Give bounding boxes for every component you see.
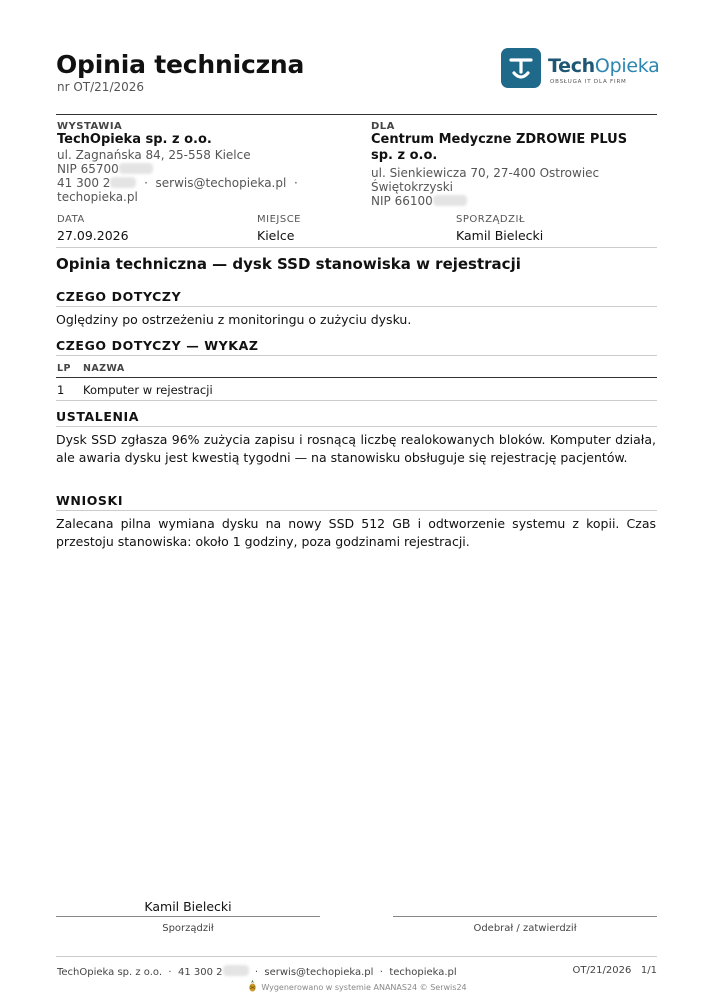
t-icon [501,48,541,88]
issuer-nip: NIP 65700 [57,162,357,176]
date-label: DATA [57,214,85,225]
generated-note: Wygenerowano w systemie ANANAS24 © Serwis24 [0,980,715,994]
issuer-email: serwis@techopieka.pl [155,176,287,190]
table-cell-name: Komputer w rejestracji [83,383,213,397]
section-heading-findings: USTALENIA [56,409,140,424]
recipient-nip: NIP 66100 [371,194,661,208]
redacted-mark [223,965,249,976]
document-subject: Opinia techniczna — dysk SSD stanowiska w rejestracji [56,255,521,273]
footer-page-info: OT/21/2026 1/1 [572,965,657,976]
signature-caption-right: Odebrał / zatwierdził [473,923,577,934]
recipient-name-line1: Centrum Medyczne ZDROWIE PLUS [371,132,628,147]
recipient-address-line2: Świętokrzyski [371,180,454,194]
section-heading-concerns: CZEGO DOTYCZY [56,289,182,304]
meta-divider [56,247,657,248]
issuer-name: TechOpieka sp. z o.o. [57,132,212,147]
author-label: SPORZĄDZIŁ [456,214,526,225]
findings-text: Dysk SSD zgłasza 96% zużycia zapisu i rosnącą liczbę realokowanych bloków. Komputer działa, ale awaria dysku jest kwestią tygodni — na stanowisku obsługuje się rejestrację pacjentów. [56,432,656,465]
redacted-mark [119,163,153,174]
section-divider [56,510,657,511]
place-label: MIEJSCE [257,214,301,225]
recipient-block [371,121,661,208]
company-logo [501,48,661,92]
header-divider [56,114,657,115]
issuer-website: techopieka.pl [57,190,138,204]
section-divider [56,426,657,427]
table-header-divider [56,377,657,378]
table-header-lp: LP [57,363,71,374]
section-divider [56,355,657,356]
section-heading-list: CZEGO DOTYCZY — WYKAZ [56,338,259,353]
signature-caption-left: Sporządził [162,923,214,934]
recipient-label: DLA [371,121,395,132]
issuer-address: ul. Zagnańska 84, 25-558 Kielce [57,148,251,162]
issuer-block [57,121,357,204]
section-divider [56,306,657,307]
footer-contact: TechOpieka sp. z o.o. · 41 300 2 · serwis@techopieka.pl · techopieka.pl [57,967,457,978]
recipient-address-line1: ul. Sienkiewicza 70, 27-400 Ostrowiec [371,166,600,180]
logo-wordmark: TechOpieka [548,55,660,77]
table-row-divider [56,400,657,401]
table-cell-lp: 1 [57,383,65,397]
signature-line-left [56,916,320,917]
recipient-name-line2: sp. z o.o. [371,148,438,163]
signature-name: Kamil Bielecki [144,899,232,914]
section-heading-conclusions: WNIOSKI [56,493,124,508]
redacted-mark [433,195,467,206]
redacted-mark [110,177,136,188]
table-header-name: NAZWA [83,363,125,374]
date-value: 27.09.2026 [57,228,129,243]
author-value: Kamil Bielecki [456,228,544,243]
pineapple-icon [248,980,257,994]
issuer-contact: 41 300 2 · serwis@techopieka.pl · [57,176,298,190]
document-number: nr OT/21/2026 [57,80,145,94]
place-value: Kielce [257,228,295,243]
logo-tagline: OBSŁUGA IT DLA FIRM [550,79,627,85]
concerns-text: Oględziny po ostrzeżeniu z monitoringu o zużyciu dysku. [56,312,412,327]
conclusions-text: Zalecana pilna wymiana dysku na nowy SSD 512 GB i odtworzenie systemu z kopii. Czas przestoju stanowiska: około 1 godziny, poza godzinami rejestracji. [56,516,656,549]
signature-line-right [393,916,657,917]
footer-divider [56,956,657,957]
issuer-label: WYSTAWIA [57,121,123,132]
document-title: Opinia techniczna [56,50,305,79]
